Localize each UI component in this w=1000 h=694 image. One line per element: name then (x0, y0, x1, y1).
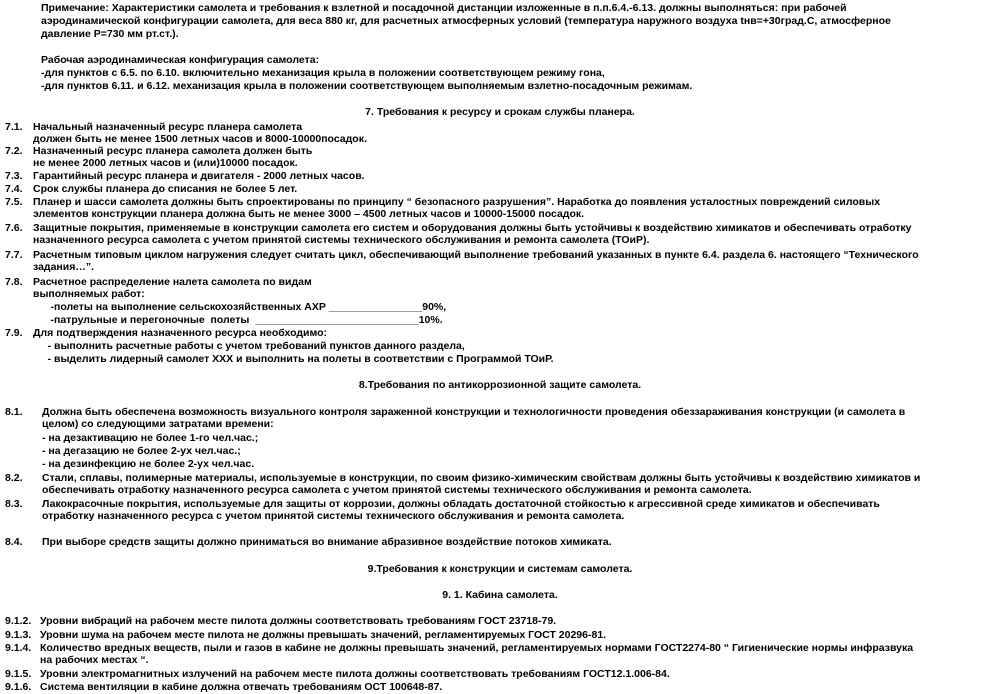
note-line-1: Примечание: Характеристики самолета и требования к взлетной и посадочной дистанции изложенные в п.п.6.4.-6.13. должны выполняться: при рабочей (41, 2, 847, 14)
item-text: не менее 2000 летных часов и (или)10000 посадок. (33, 157, 298, 169)
item-text: -полеты на выполнение сельскохозяйственных АХР ________________90%, (33, 301, 447, 313)
item-text: Система вентиляции в кабине должна отвечать требованиям ОСТ 100648-87. (40, 681, 443, 693)
item-text: должен быть не менее 1500 летных часов и 8000-10000посадок. (33, 133, 367, 145)
item-text: Уровни вибраций на рабочем месте пилота должны соответствовать требованиям ГОСТ 23718-79. (40, 615, 557, 627)
note-line-2: аэродинамической конфигурации самолета, для веса 880 кг, для расчетных атмосферных условий (температура наружного воздуха tнв=+30град.С, атмосферное (41, 15, 891, 27)
item-text: Уровни электромагнитных излучений на рабочем месте пилота должны соответствовать требованиям ГОСТ12.1.006-84. (40, 668, 670, 680)
item-text: обеспечивать отработку назначенного ресурса самолета с учетом принятой системы технического обслуживания и ремонта самолета. (42, 484, 752, 496)
item-number: 7.9. (5, 327, 23, 339)
item-number: 7.6. (5, 222, 23, 234)
item-number: 7.1. (5, 121, 23, 133)
section-9-1-subtitle: 9. 1. Кабина самолета. (442, 589, 558, 601)
item-text: Расчетным типовым циклом нагружения следует считать цикл, обеспечивающий выполнение требований указанных в пункте 6.4. раздела 6. настоящего “Технического (33, 249, 919, 261)
section-9-title: 9.Требования к конструкции и системам самолета. (367, 563, 633, 575)
item-text: -патрульные и перегоночные полеты ____________________________10%. (33, 314, 443, 326)
item-text: Расчетное распределение налета самолета по видам (33, 276, 312, 288)
item-text: - на дезинфекцию не более 2-ух чел.час. (42, 458, 255, 470)
item-text: При выборе средств защиты должно приниматься во внимание абразивное воздействие потоков химиката. (42, 536, 612, 548)
item-text: Начальный назначенный ресурс планера самолета (33, 121, 303, 133)
item-text: элементов конструкции планера должна быть не менее 3000 – 4500 летных часов и 10000-15000 посадок. (33, 208, 585, 220)
item-number: 9.1.5. (5, 668, 32, 680)
item-text: - на дегазацию не более 2-ух чел.час.; (42, 445, 241, 457)
item-number: 9.1.4. (5, 642, 32, 654)
item-text: Защитные покрытия, применяемые в конструкции самолета его систем и оборудования должны быть устойчивы к воздействию химикатов и обеспечивать отработку (33, 222, 912, 234)
config-title: Рабочая аэродинамическая конфигурация самолета: (41, 54, 320, 66)
item-number: 7.4. (5, 183, 23, 195)
item-text: назначенного ресурса самолета с учетом принятой системы технического обслуживания и ремонта самолета (ТОиР). (33, 234, 650, 246)
item-number: 7.8. (5, 276, 23, 288)
note-line-3: давление Р=730 мм рт.ст.). (41, 28, 179, 40)
item-text: - выполнить расчетные работы с учетом требований пунктов данного раздела, (33, 340, 465, 352)
item-number: 8.2. (5, 472, 23, 484)
config-line-2: -для пунктов 6.11. и 6.12. механизация крыла в положении соответствующем выполняемым взлетно-посадочным режимам. (41, 80, 693, 92)
item-text: Срок службы планера до списания не более 5 лет. (33, 183, 298, 195)
item-number: 8.1. (5, 406, 23, 418)
item-text: Стали, сплавы, полимерные материалы, используемые в конструкции, по своим физико-химическим свойствам должны быть устойчивы к воздействию химикатов и (42, 472, 921, 484)
item-number: 7.3. (5, 170, 23, 182)
item-number: 7.2. (5, 145, 23, 157)
item-text: - на дезактивацию не более 1-го чел.час.; (42, 432, 259, 444)
item-text: на рабочих местах “. (40, 654, 149, 666)
item-text: Планер и шасси самолета должны быть спроектированы по принципу “ безопасного разрушения”. Наработка до появления усталостных повреждений силовых (33, 196, 881, 208)
item-text: - выделить лидерный самолет ХХХ и выполнить на полеты в соответствии с Программой ТОиР. (33, 353, 554, 365)
item-text: Назначенный ресурс планера самолета должен быть (33, 145, 313, 157)
item-text: целом) со следующими затратами времени: (42, 418, 274, 430)
item-text: Для подтверждения назначенного ресурса необходимо: (33, 327, 328, 339)
item-number: 9.1.6. (5, 681, 32, 693)
item-number: 8.3. (5, 498, 23, 510)
item-number: 8.4. (5, 536, 23, 548)
item-text: Гарантийный ресурс планера и двигателя - 2000 летных часов. (33, 170, 365, 182)
item-text: отработку назначенного ресурса с учетом принятой системы технического обслуживания и ремонта самолета. (42, 510, 625, 522)
config-line-1: -для пунктов с 6.5. по 6.10. включительно механизация крыла в положении соответствующем режиму гона, (41, 67, 605, 79)
item-number: 9.1.2. (5, 615, 32, 627)
item-text: Количество вредных веществ, пыли и газов в кабине не должны превышать значений, регламентируемых нормами ГОСТ2274-80 “ Гигиенические нормы инфразвука (40, 642, 914, 654)
item-number: 9.1.3. (5, 629, 32, 641)
section-7-title: 7. Требования к ресурсу и срокам службы планера. (365, 106, 635, 118)
item-text: задания…”. (33, 261, 95, 273)
item-text: выполняемых работ: (33, 288, 145, 300)
item-number: 7.5. (5, 196, 23, 208)
item-text: Должна быть обеспечена возможность визуального контроля зараженной конструкции и технологичности проведения обеззараживания конструкции (и самолета в (42, 406, 906, 418)
item-text: Уровни шума на рабочем месте пилота не должны превышать значений, регламентируемых ГОСТ 20296-81. (40, 629, 607, 641)
item-number: 7.7. (5, 249, 23, 261)
section-8-title: 8.Требования по антикоррозионной защите самолета. (358, 379, 642, 391)
item-text: Лакокрасочные покрытия, используемые для защиты от коррозии, должны обладать достаточной стойкостью к агрессивной среде химикатов и обеспечивать (42, 498, 880, 510)
